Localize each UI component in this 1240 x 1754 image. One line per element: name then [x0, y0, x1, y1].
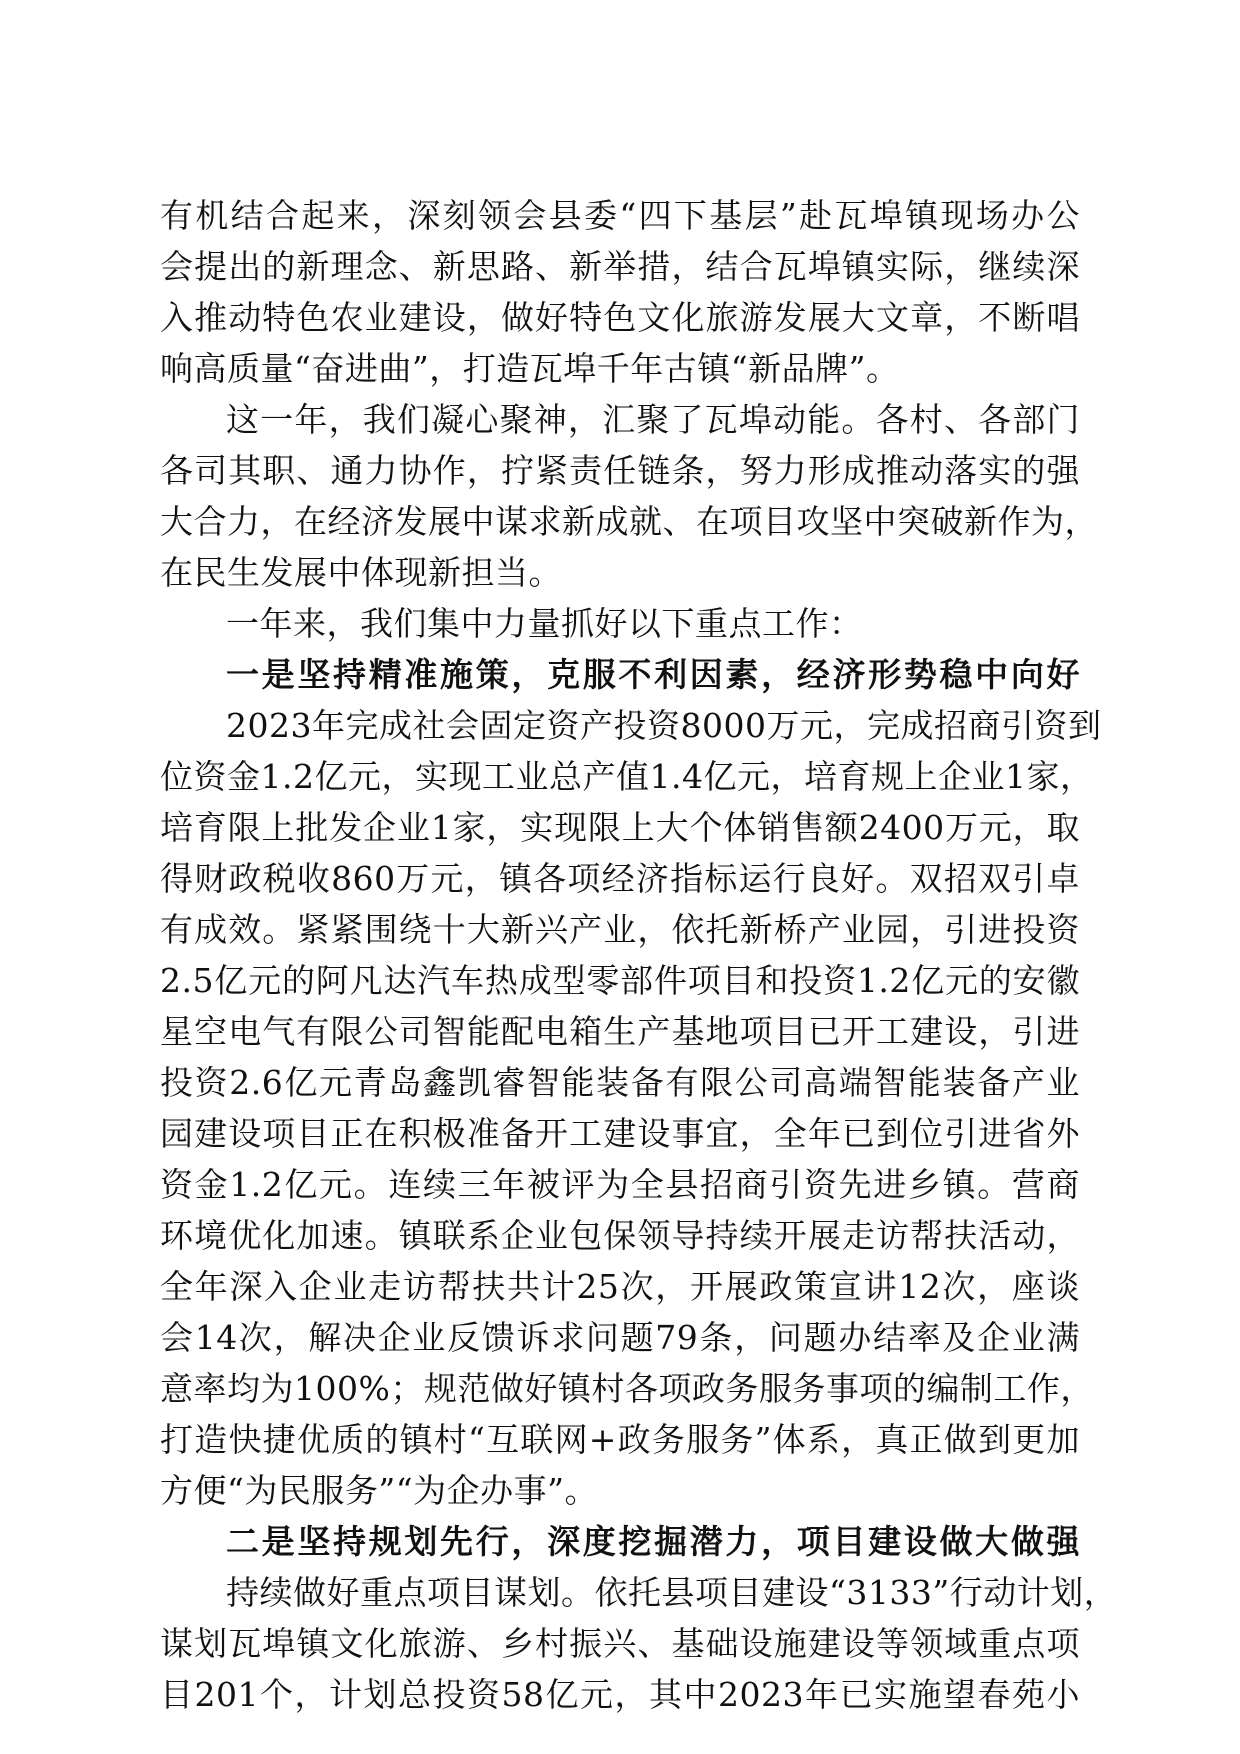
text-line: 环境优化加速。镇联系企业包保领导持续开展走访帮扶活动，	[160, 1216, 1080, 1255]
text-line: 谋划瓦埠镇文化旅游、乡村振兴、基础设施建设等领域重点项	[160, 1624, 1080, 1663]
text-line: 投资2.6亿元青岛鑫凯睿智能装备有限公司高端智能装备产业	[160, 1063, 1080, 1102]
text-line: 入推动特色农业建设，做好特色文化旅游发展大文章，不断唱	[160, 298, 1080, 337]
text-line: 得财政税收860万元，镇各项经济指标运行良好。双招双引卓	[160, 859, 1080, 898]
text-line: 会14次，解决企业反馈诉求问题79条，问题办结率及企业满	[160, 1318, 1080, 1357]
text-line: 响高质量“奋进曲”，打造瓦埠千年古镇“新品牌”。	[160, 349, 900, 388]
text-line: 全年深入企业走访帮扶共计25次，开展政策宣讲12次，座谈	[160, 1267, 1080, 1306]
text-line: 资金1.2亿元。连续三年被评为全县招商引资先进乡镇。营商	[160, 1165, 1080, 1204]
section-heading: 一是坚持精准施策，克服不利因素，经济形势稳中向好	[226, 655, 1080, 694]
document-page	[160, 190, 1118, 1720]
text-line: 星空电气有限公司智能配电箱生产基地项目已开工建设，引进	[160, 1012, 1080, 1051]
text-line: 这一年，我们凝心聚神，汇聚了瓦埠动能。各村、各部门	[226, 400, 1080, 439]
text-line: 打造快捷优质的镇村“互联网+政务服务”体系，真正做到更加	[160, 1420, 1080, 1459]
text-line: 方便“为民服务”“为企办事”。	[160, 1471, 598, 1510]
text-line: 目201个，计划总投资58亿元，其中2023年已实施望春苑小	[160, 1675, 1080, 1714]
text-line: 有机结合起来，深刻领会县委“四下基层”赴瓦埠镇现场办公	[160, 196, 1080, 235]
text-line: 有成效。紧紧围绕十大新兴产业，依托新桥产业园，引进投资	[160, 910, 1080, 949]
text-line: 2.5亿元的阿凡达汽车热成型零部件项目和投资1.2亿元的安徽	[160, 961, 1080, 1000]
text-line: 园建设项目正在积极准备开工建设事宜，全年已到位引进省外	[160, 1114, 1080, 1153]
text-line: 持续做好重点项目谋划。依托县项目建设“3133”行动计划，	[226, 1573, 1118, 1612]
text-line: 各司其职、通力协作，拧紧责任链条，努力形成推动落实的强	[160, 451, 1080, 490]
text-line: 在民生发展中体现新担当。	[160, 553, 562, 592]
text-line: 一年来，我们集中力量抓好以下重点工作：	[226, 604, 863, 643]
text-line: 会提出的新理念、新思路、新举措，结合瓦埠镇实际，继续深	[160, 247, 1080, 286]
text-line: 培育限上批发企业1家，实现限上大个体销售额2400万元，取	[160, 808, 1080, 847]
text-line: 大合力，在经济发展中谋求新成就、在项目攻坚中突破新作为，	[160, 502, 1098, 541]
text-line: 位资金1.2亿元，实现工业总产值1.4亿元，培育规上企业1家，	[160, 757, 1094, 796]
section-heading: 二是坚持规划先行，深度挖掘潜力，项目建设做大做强	[226, 1522, 1080, 1561]
text-line: 意率均为100%；规范做好镇村各项政务服务事项的编制工作，	[160, 1369, 1094, 1408]
text-line: 2023年完成社会固定资产投资8000万元，完成招商引资到	[226, 706, 1102, 745]
